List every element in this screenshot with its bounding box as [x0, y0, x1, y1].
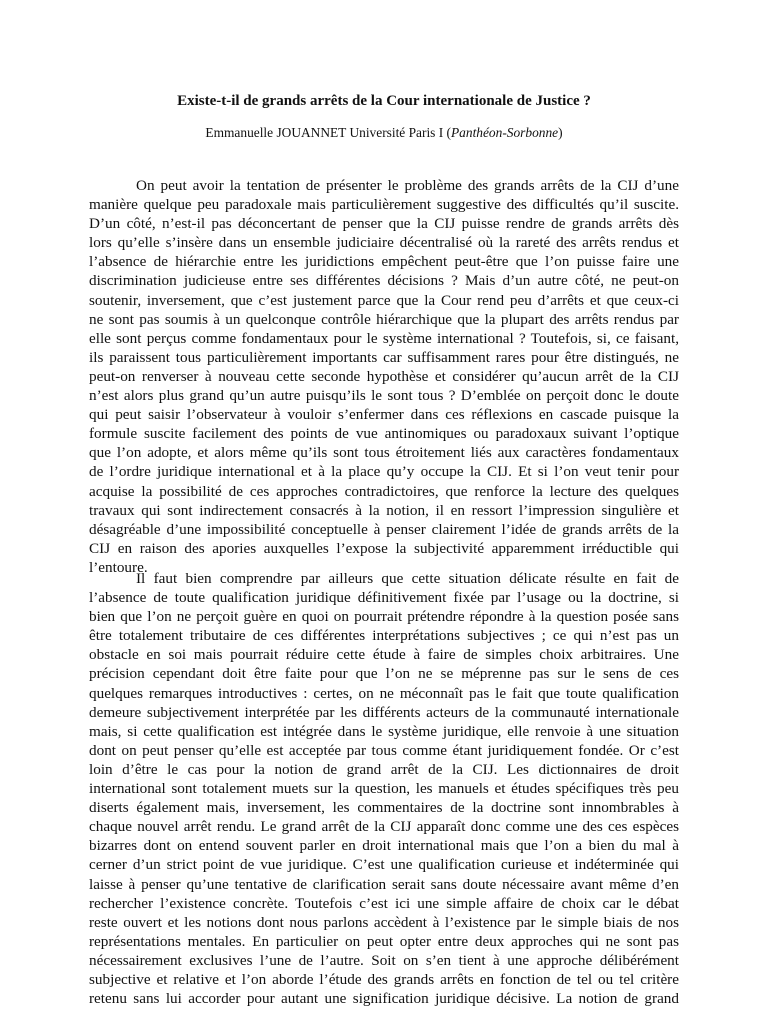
affiliation-italic: Panthéon-Sorbonne [451, 125, 559, 140]
text-line: On peut avoir la tentation de présenter le problème des grands arrêts de la CIJ d’une [136, 177, 679, 194]
text-line: subjective et relative et l’on aborde l’étude des grands arrêts en fonction de tel ou tel critère [89, 970, 679, 988]
paragraph-1 [89, 176, 679, 577]
text-line: qui peut saisir l’observateur à vouloir s’enfermer dans ces réflexions en cascade puisque la [89, 406, 679, 424]
text-line: laisse à penser qu’une tentative de clarification serait sans doute nécessaire avant même d’en [89, 875, 679, 893]
byline-closing: ) [558, 125, 563, 140]
text-line: ne sont pas soumis à un quelconque contrôle hiérarchique que la plupart des arrêts rendus par [89, 310, 679, 328]
text-line: chaque nouvel arrêt rendu. Le grand arrêt de la CIJ apparaît donc comme une des ces espèces [89, 818, 679, 836]
text-line: demeure subjectivement interprétée par les différents acteurs de la communauté internationale [89, 703, 679, 721]
text-line: rechercher l’existence concrète. Toutefois c’est ici une simple affaire de choix car le débat [89, 894, 679, 912]
text-line: être totalement tributaire de ces différentes interprétations subjectives ; ce qui n’est pas un [89, 627, 679, 645]
text-line: ils paraissent tous particulièrement importants car suffisamment rares pour être distingués, ne [89, 348, 679, 366]
text-line: diserts également mais, inversement, les commentaires de la doctrine sont innombrables à [89, 799, 679, 817]
text-line: Il faut bien comprendre par ailleurs que cette situation délicate résulte en fait de [136, 570, 679, 587]
text-line: loin d’être le cas pour la notion de grand arrêt de la CIJ. Les dictionnaires de droit [89, 760, 679, 778]
text-line: formule suscite facilement des points de vue antinomiques ou paradoxaux suivant l’optique [89, 425, 679, 443]
text-line: travaux qui sont indirectement consacrés à la notion, il en ressort l’impression singulière et [89, 501, 679, 519]
text-line: obstacle en soi mais pourrait réduire cette étude à faire de simples choix arbitraires. Une [89, 646, 679, 664]
text-line: que l’on adopte, et alors même qu’ils sont tous étroitement liés aux caractères fondamentaux [89, 444, 679, 462]
text-line: reste ouvert et les notions dont nous parlons accèdent à l’existence par le simple biais de nos [89, 913, 679, 931]
text-line: précision cependant doit être faite pour que l’on ne se méprenne pas sur le sens de ces [89, 665, 679, 683]
author-affiliation: Emmanuelle JOUANNET Université Paris I ( [205, 125, 451, 140]
text-line: peut-on renverser à nouveau cette seconde hypothèse et considérer qu’aucun arrêt de la CIJ [89, 367, 679, 385]
text-line: bien que l’on ne perçoit guère en quoi on pourrait prétendre répondre à la question posée sans [89, 608, 679, 626]
text-line: elle sont perçus comme fondamentaux pour le système international ? Toutefois, si, ce faisant, [89, 329, 679, 347]
text-line: soutenir, inversement, que c’est justement parce que la Cour rend peu d’arrêts et que ceux-ci [89, 291, 679, 309]
text-line: lors qu’elle s’insère dans un ensemble judiciaire décentralisé où la rareté des arrêts rendus et [89, 234, 679, 252]
text-line: mais, si cette qualification est intégrée dans le système juridique, elle renvoie à une situation [89, 722, 679, 740]
text-line: dont on peut penser qu’elle est acceptée par tous comme étant juridiquement fondée. Or c’est [89, 741, 679, 759]
text-line: l’absence de toute qualification juridique définitivement fixée par l’usage ou la doctrine, si [89, 589, 679, 607]
article-title: Existe-t-il de grands arrêts de la Cour internationale de Justice ? [177, 93, 591, 109]
text-line: l’absence de hiérarchie entre les juridictions empêchent peut-être que l’on puisse faire une [89, 253, 679, 271]
text-line: acquise la possibilité de ces approches contradictoires, que renforce la lecture des quelques [89, 482, 679, 500]
text-line: international sont totalement muets sur la question, les manuels et études spécifiques très peu [89, 780, 679, 798]
text-line: discrimination judicieuse entre ses différentes décisions ? Mais d’un autre côté, ne peut-on [89, 272, 679, 290]
text-line: représentations mentales. En particulier on peut opter entre deux approches qui ne sont pas [89, 932, 679, 950]
text-line: manière quelque peu paradoxale mais particulièrement suggestive des difficultés qu’il suscite. [89, 196, 679, 214]
text-line: quelques remarques introductives : certes, on ne méconnaît pas le fait que toute qualification [89, 684, 679, 702]
text-line: n’est alors plus grand qu’un autre puisqu’ils le sont tous ? D’emblée on perçoit donc le doute [89, 387, 679, 405]
paragraph-2 [89, 569, 679, 1008]
text-line: CIJ en raison des apories auxquelles l’expose la subjectivité apparemment irréductible qui [89, 539, 679, 557]
text-line: D’un côté, n’est-il pas déconcertant de penser que la CIJ puisse rendre de grands arrêts dès [89, 215, 679, 233]
text-line: l’entoure. [89, 558, 148, 576]
text-line: de l’ordre juridique international et à la place qu’y occupe la CIJ. Et si l’on veut tenir pour [89, 463, 679, 481]
text-line: nécessairement exclusives l’une de l’autre. Soit on s’en tient à une approche délibérément [89, 951, 679, 969]
text-line: cerner d’un strict point de vue juridique. C’est une qualification curieuse et indéterminée qui [89, 856, 679, 874]
author-byline [0, 123, 768, 143]
text-line: désagréable d’une impossibilité conceptuelle à penser clairement l’idée de grands arrêts de la [89, 520, 679, 538]
text-line: bizarres dont on entend souvent parler en droit international mais que l’on a bien du mal à [89, 837, 679, 855]
text-line: retenu sans lui accorder pour autant une signification juridique décisive. La notion de grand [89, 990, 679, 1008]
